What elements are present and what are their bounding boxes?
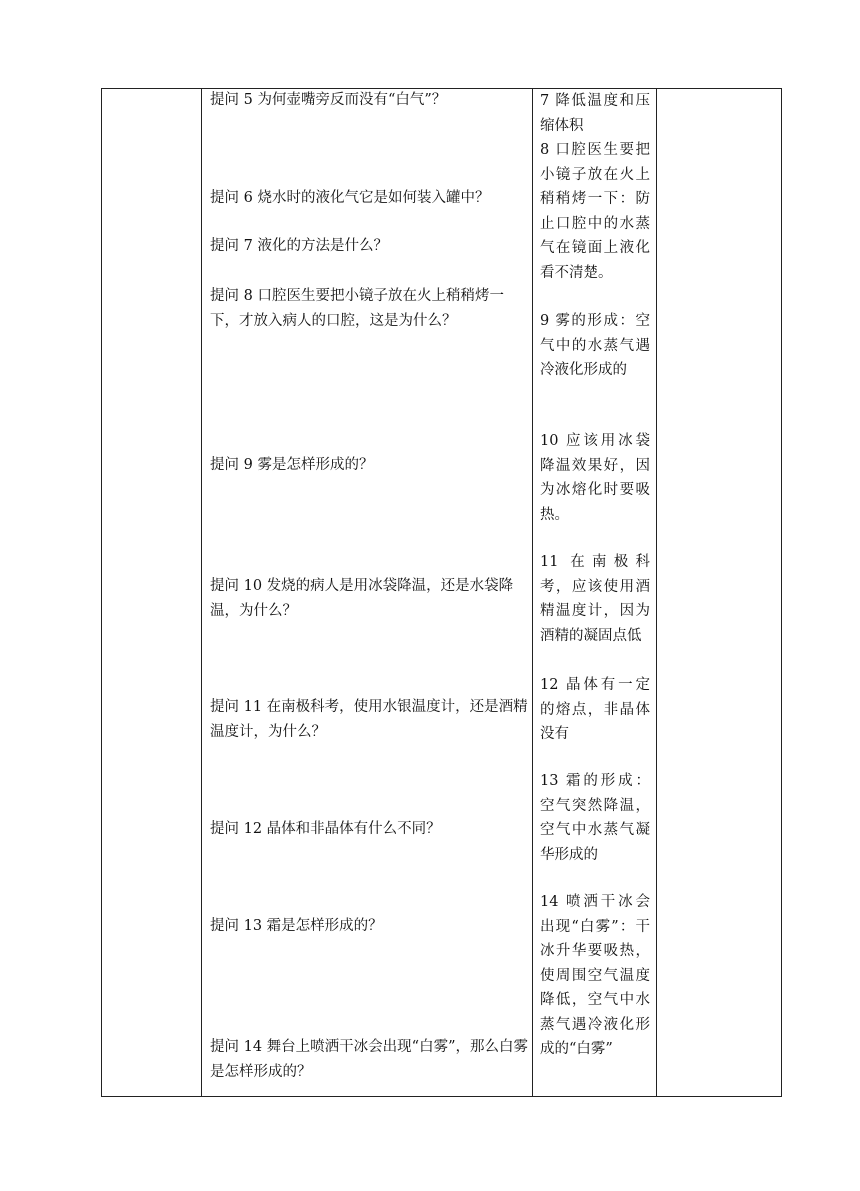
answer-13: 13 霜的形成：空气突然降温，空气中水蒸气凝华形成的 — [540, 773, 650, 863]
answer-8: 8 口腔医生要把小镜子放在火上稍稍烤一下：防止口腔中的水蒸气在镜面上液化看不清楚。 — [540, 142, 650, 281]
question-8: 提问 8 口腔医生要把小镜子放在火上稍稍烤一下，才放入病人的口腔，这是为什么？ — [210, 288, 504, 329]
answer-14: 14 喷洒干冰会出现“白雾”：干冰升华要吸热，使周围空气温度降低，空气中水蒸气遇冷液化形成的“白雾” — [540, 894, 650, 1057]
question-12: 提问 12 晶体和非晶体有什么不同？ — [210, 821, 441, 837]
column-divider — [201, 89, 202, 1096]
question-5: 提问 5 为何壶嘴旁反而没有“白气”？ — [210, 92, 447, 108]
question-10: 提问 10 发烧的病人是用冰袋降温，还是水袋降温，为什么？ — [210, 578, 514, 619]
question-6: 提问 6 烧水时的液化气它是如何装入罐中？ — [210, 190, 490, 206]
answer-11: 11 在南极科考，应该使用酒精温度计，因为酒精的凝固点低 — [540, 554, 650, 644]
question-13: 提问 13 霜是怎样形成的？ — [210, 918, 383, 934]
answer-10: 10 应该用冰袋降温效果好，因为冰熔化时要吸热。 — [540, 433, 650, 523]
question-7: 提问 7 液化的方法是什么？ — [210, 238, 388, 254]
answer-9: 9 雾的形成：空气中的水蒸气遇冷液化形成的 — [540, 313, 650, 378]
answer-7: 7 降低温度和压缩体积 — [540, 93, 650, 134]
column-divider — [656, 89, 657, 1096]
answer-12: 12 晶体有一定的熔点，非晶体没有 — [540, 677, 650, 742]
question-11: 提问 11 在南极科考，使用水银温度计，还是酒精温度计，为什么？ — [210, 699, 528, 740]
column-divider — [532, 89, 533, 1096]
question-14: 提问 14 舞台上喷洒干冰会出现“白雾”，那么白雾是怎样形成的？ — [210, 1039, 528, 1080]
question-9: 提问 9 雾是怎样形成的？ — [210, 457, 374, 473]
